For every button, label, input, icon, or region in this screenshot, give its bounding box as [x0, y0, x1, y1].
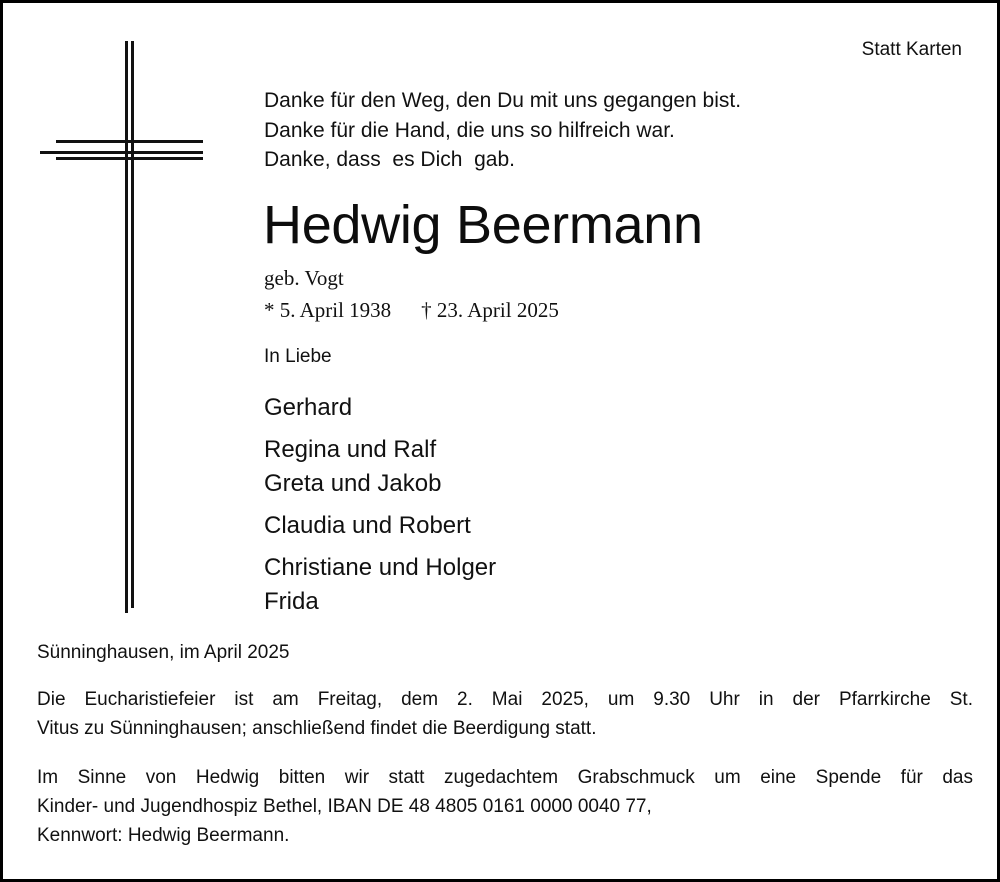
- service-line: Vitus zu Sünninghausen; anschließend findet die Beerdigung statt.: [37, 718, 597, 739]
- mourners-intro: In Liebe: [264, 346, 332, 367]
- statt-karten-label: Statt Karten: [861, 39, 962, 60]
- life-dates: [264, 295, 559, 325]
- verse-line: Danke für den Weg, den Du mit uns gegangen bist.: [264, 89, 742, 112]
- mourner-name: Greta und Jakob: [264, 470, 442, 497]
- death-date: † 23. April 2025: [421, 298, 559, 322]
- place-date: Sünninghausen, im April 2025: [37, 642, 290, 663]
- donation-line: Kennwort: Hedwig Beermann.: [37, 825, 290, 846]
- verse-line: Danke, dass es Dich gab.: [264, 148, 515, 171]
- verse-line: Danke für die Hand, die uns so hilfreich war.: [264, 118, 675, 142]
- mourner-name: Christiane und Holger: [264, 554, 497, 581]
- verse: [264, 86, 741, 175]
- mourner-name: Frida: [264, 588, 319, 615]
- mourner-name: Regina und Ralf: [264, 436, 437, 463]
- donation-line: Im Sinne von Hedwig bitten wir statt zugedachtem Grabschmuck um eine Spende für das: [37, 767, 973, 788]
- born-name: geb. Vogt: [264, 266, 344, 290]
- mourner-name: Claudia und Robert: [264, 512, 471, 539]
- birth-date: * 5. April 1938: [264, 298, 392, 322]
- donation-info: [37, 763, 973, 850]
- deceased-name: Hedwig Beermann: [263, 195, 703, 255]
- mourner-name: Gerhard: [264, 394, 353, 421]
- donation-line: Kinder- und Jugendhospiz Bethel, IBAN DE 48 4805 0161 0000 0040 77,: [37, 796, 652, 817]
- service-info: [37, 685, 973, 743]
- service-line: Die Eucharistiefeier ist am Freitag, dem 2. Mai 2025, um 9.30 Uhr in der Pfarrkirche St.: [37, 689, 973, 710]
